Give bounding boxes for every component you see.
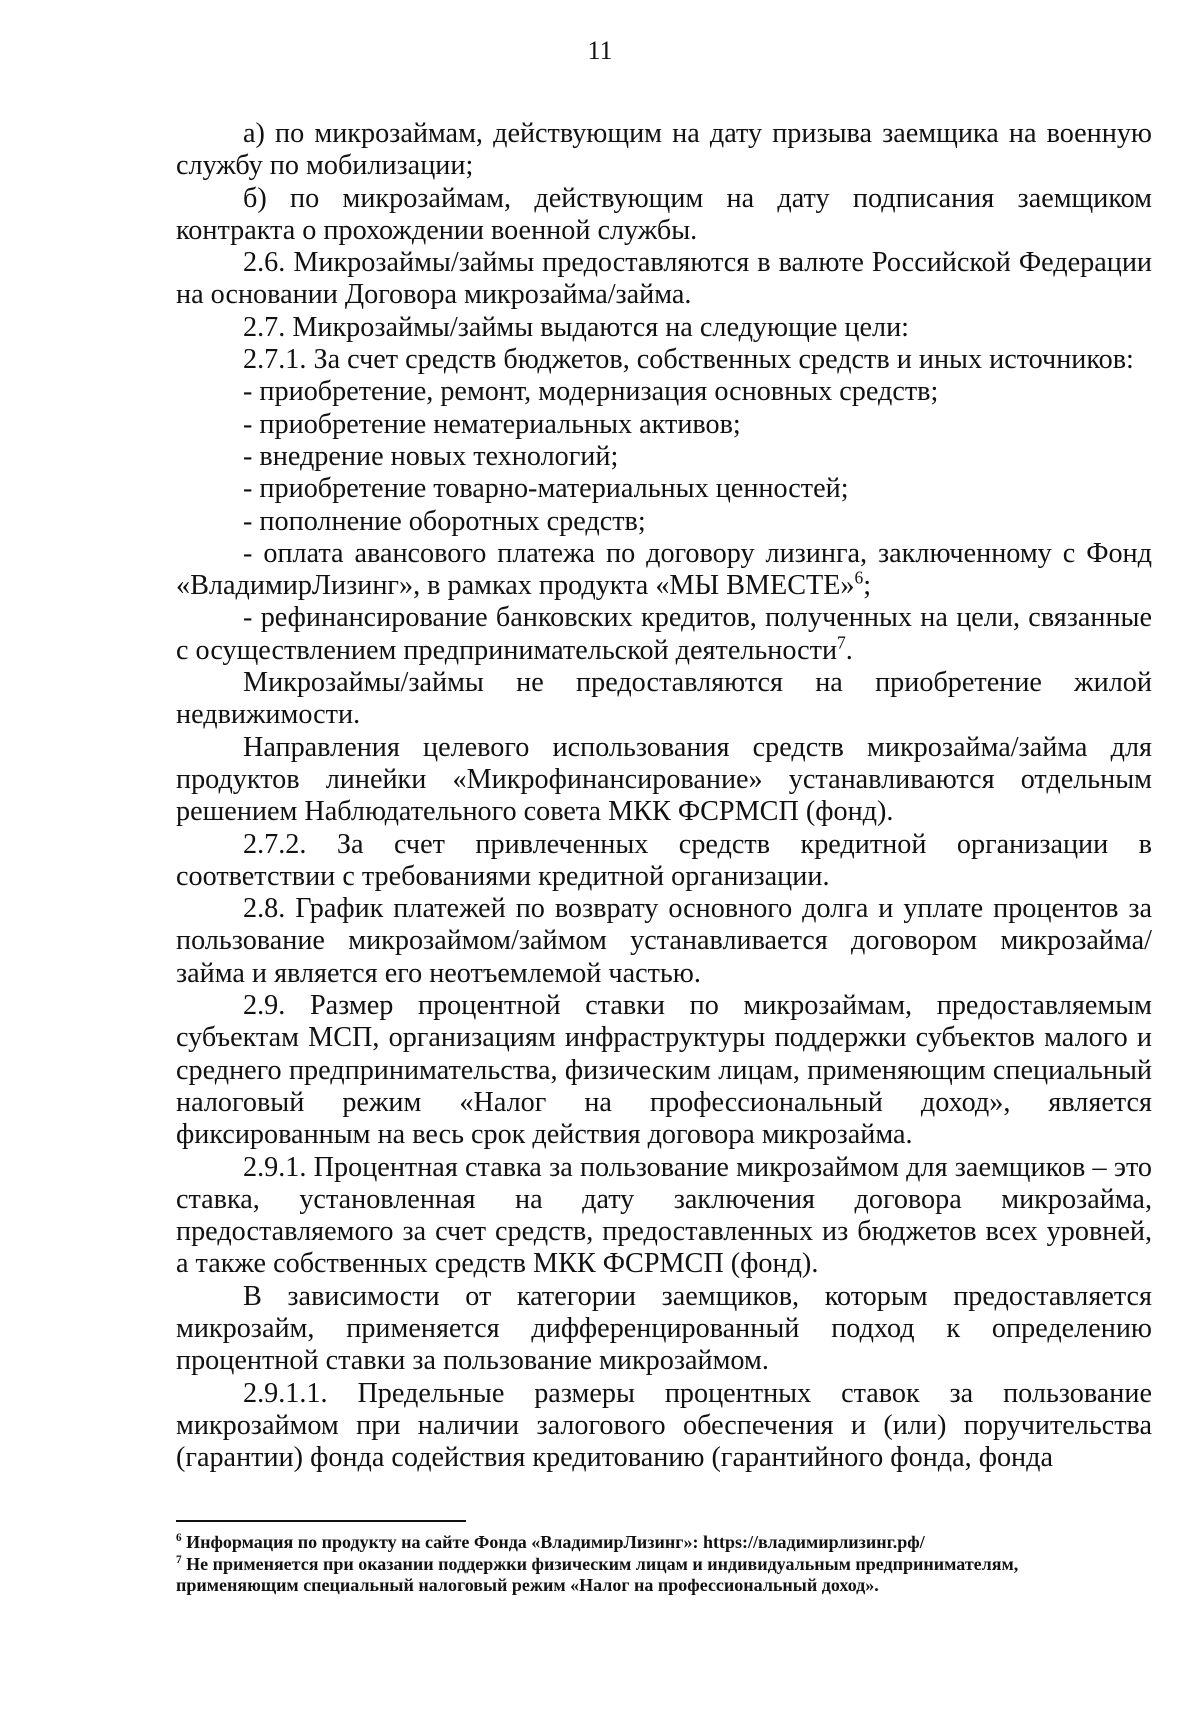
footnote-ref-7[interactable]: 7: [837, 632, 846, 653]
list-item: - приобретение, ремонт, модернизация основных средств;: [243, 376, 939, 408]
footnote-divider: [176, 1520, 466, 1522]
list-item: - приобретение нематериальных активов;: [243, 408, 741, 440]
list-item: [176, 538, 1152, 603]
list-item: [176, 602, 1152, 667]
footnote-7: [176, 1554, 1096, 1597]
punctuation: ;: [863, 570, 872, 602]
paragraph: 2.9.1.1. Предельные размеры процентных ставок за пользование микрозаймом при наличии залогового обеспечения и (или) поручительства (гарантии) фонда содействия кредитованию (гарантийного фонда, фонда: [176, 1377, 1152, 1474]
footnote-6: [176, 1532, 1096, 1554]
list-item: - приобретение товарно-материальных ценностей;: [243, 473, 849, 505]
footnote-mark: 6: [176, 1532, 182, 1544]
list-item-text: - рефинансирование банковских кредитов, полученных на цели, связанные с осуществлением предпринимательской деятельности: [176, 602, 1152, 666]
paragraph: 2.9.1. Процентная ставка за пользование микрозаймом для заемщиков – это ставка, установленная на дату заключения договора микрозайма, предоставляемого за счет средств, предоставленных из бюджетов всех уровней, а также собственных средств МКК ФСРМСП (фонд).: [176, 1151, 1152, 1280]
footnote-text: Информация по продукту на сайте Фонда «ВладимирЛизинг»: https://владимирлизинг.рф/: [181, 1532, 925, 1552]
punctuation: .: [845, 634, 853, 666]
paragraph: 2.7. Микрозаймы/займы выдаются на следующие цели:: [243, 311, 909, 343]
footnote-mark: 7: [176, 1553, 182, 1566]
footnote-text: Не применяется при оказании поддержки физическим лицам и индивидуальным предпринимателям, применяющим специальный налоговый режим «Налог на профессиональный доход».: [176, 1553, 1019, 1595]
paragraph: В зависимости от категории заемщиков, которым предоставляется микрозайм, применяется дифференцированный подход к определению процентной ставки за пользование микрозаймом.: [176, 1280, 1152, 1377]
paragraph: 2.8. График платежей по возврату основного долга и уплате процентов за пользование микрозаймом/займом устанавливается договором микрозайма/займа и является его неотъемлемой частью.: [176, 893, 1152, 989]
list-item-text: - оплата авансового платежа по договору лизинга, заключенному с Фонд «ВладимирЛизинг», в рамках продукта «МЫ ВМЕСТЕ»: [176, 537, 1152, 602]
paragraph: а) по микрозаймам, действующим на дату призыва заемщика на военную службу по мобилизации;: [176, 118, 1152, 182]
paragraph: 2.6. Микрозаймы/займы предоставляются в валюте Российской Федерации на основании Договора микрозайма/займа.: [176, 247, 1152, 311]
paragraph: Микрозаймы/займы не предоставляются на приобретение жилой недвижимости.: [176, 667, 1152, 731]
paragraph: 2.9. Размер процентной ставки по микрозаймам, предоставляемым субъектам МСП, организациям инфраструктуры поддержки субъектов малого и среднего предпринимательства, физическим лицам, применяющим специальный налоговый режим «Налог на профессиональный доход», является фиксированным на весь срок действия договора микрозайма.: [176, 990, 1152, 1151]
footnote-ref-6[interactable]: 6: [854, 567, 864, 588]
paragraph: Направления целевого использования средств микрозайма/займа для продуктов линейки «Микрофинансирование» устанавливаются отдельным решением Наблюдательного совета МКК ФСРМСП (фонд).: [176, 731, 1152, 828]
paragraph: 2.7.2. За счет привлеченных средств кредитной организации в соответствии с требованиями кредитной организации.: [176, 828, 1152, 892]
list-item: - внедрение новых технологий;: [243, 440, 619, 472]
body-text: [176, 118, 1152, 1474]
footnotes: [176, 1532, 1096, 1597]
page-number: 11: [587, 36, 613, 65]
paragraph: б) по микрозаймам, действующим на дату подписания заемщиком контракта о прохождении военной службы.: [176, 182, 1152, 246]
list-item: - пополнение оборотных средств;: [243, 505, 646, 537]
paragraph: 2.7.1. За счет средств бюджетов, собственных средств и иных источников:: [243, 344, 1134, 376]
